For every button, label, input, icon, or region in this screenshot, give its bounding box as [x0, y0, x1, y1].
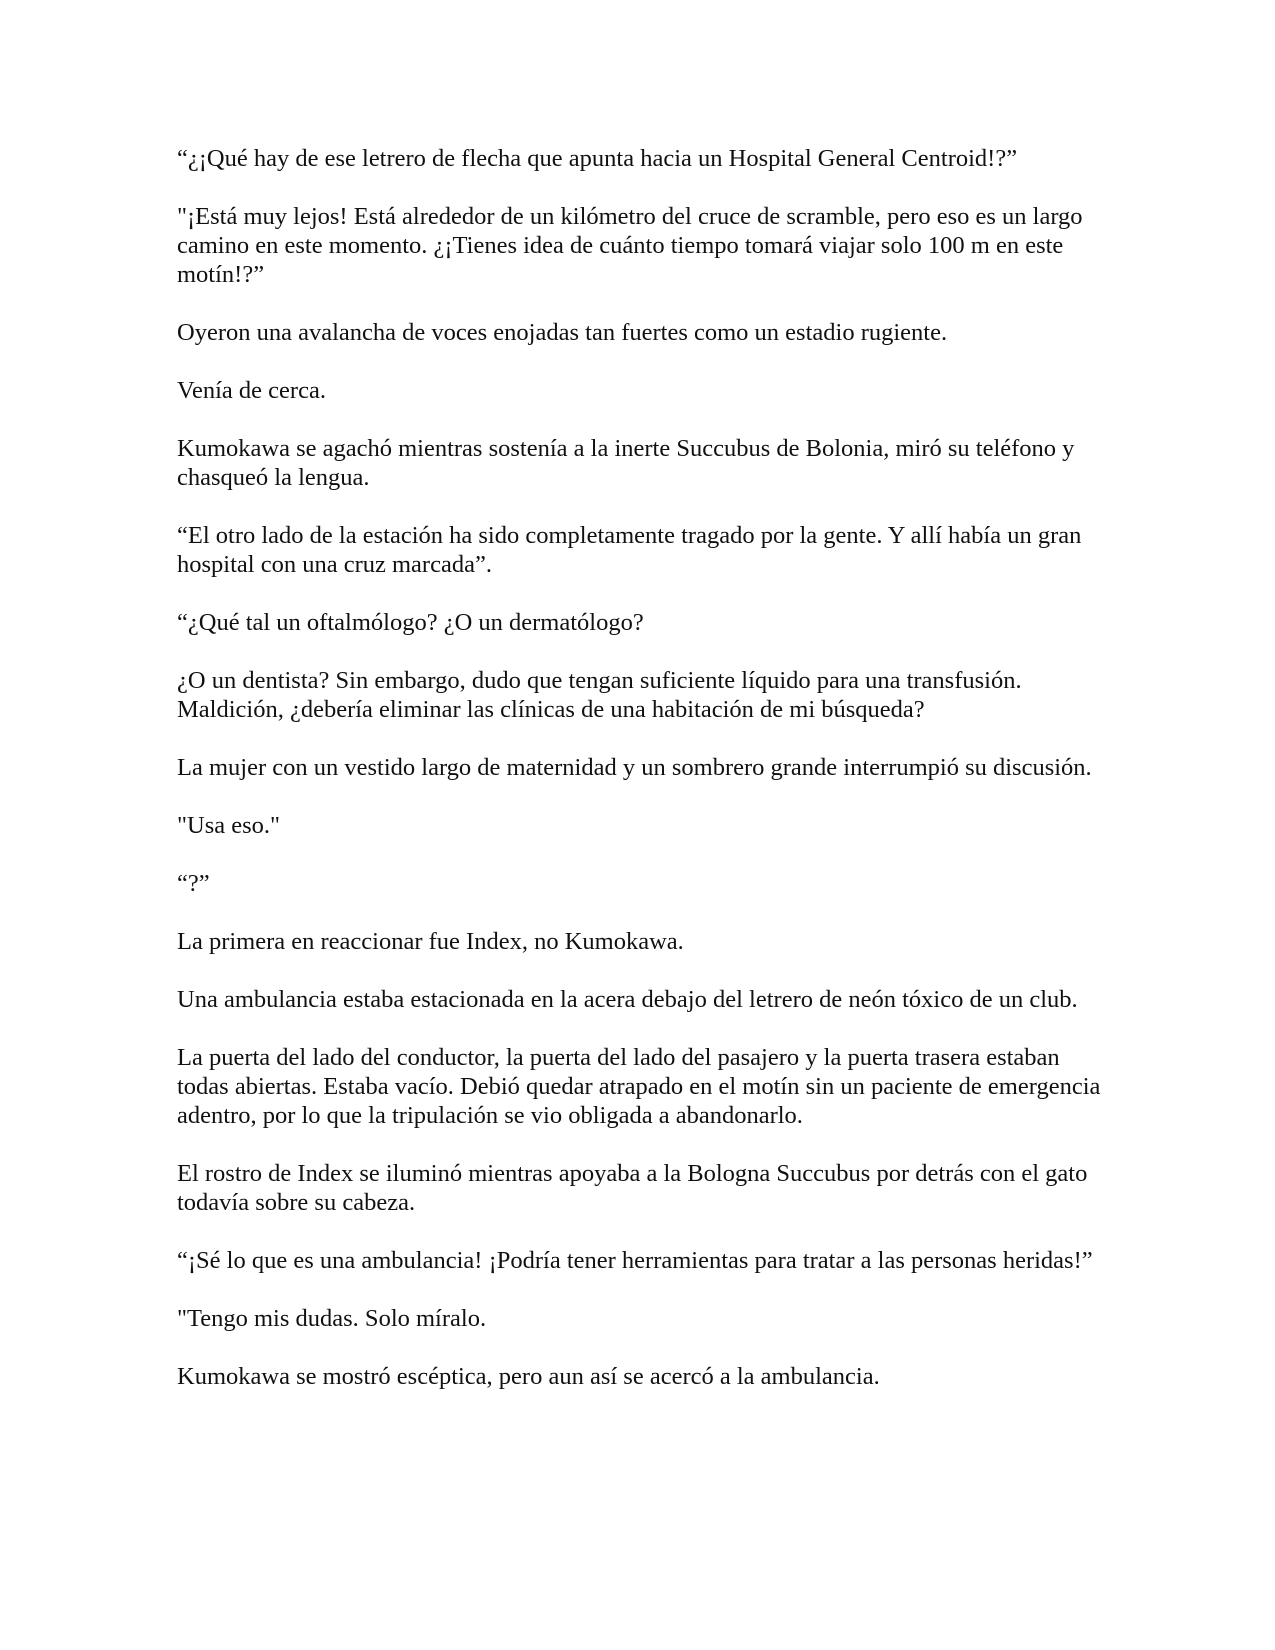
- paragraph: La primera en reaccionar fue Index, no Kumokawa.: [177, 928, 684, 955]
- paragraph: ¿O un dentista? Sin embargo, dudo que tengan suficiente líquido para una transfusión. Maldición, ¿debería eliminar las clínicas de una habitación de mi búsqueda?: [177, 667, 1022, 723]
- paragraph: "Tengo mis dudas. Solo míralo.: [177, 1305, 487, 1332]
- paragraph: “El otro lado de la estación ha sido completamente tragado por la gente. Y allí había un gran hospital con una cruz marcada”.: [177, 522, 1082, 578]
- paragraph: "Usa eso.": [177, 812, 281, 839]
- document-body: [177, 144, 1107, 1420]
- paragraph: Una ambulancia estaba estacionada en la acera debajo del letrero de neón tóxico de un club.: [177, 986, 1078, 1013]
- paragraph: Kumokawa se mostró escéptica, pero aun así se acercó a la ambulancia.: [177, 1363, 880, 1390]
- paragraph: La mujer con un vestido largo de maternidad y un sombrero grande interrumpió su discusión.: [177, 754, 1092, 781]
- paragraph: “¿¡Qué hay de ese letrero de flecha que apunta hacia un Hospital General Centroid!?”: [177, 145, 1018, 172]
- paragraph: “¡Sé lo que es una ambulancia! ¡Podría tener herramientas para tratar a las personas heridas!”: [177, 1247, 1093, 1274]
- paragraph: “?”: [177, 870, 210, 897]
- paragraph: “¿Qué tal un oftalmólogo? ¿O un dermatólogo?: [177, 609, 644, 636]
- paragraph: Venía de cerca.: [177, 377, 326, 404]
- paragraph: El rostro de Index se iluminó mientras apoyaba a la Bologna Succubus por detrás con el gato todavía sobre su cabeza.: [177, 1160, 1088, 1216]
- paragraph: Kumokawa se agachó mientras sostenía a la inerte Succubus de Bolonia, miró su teléfono y chasqueó la lengua.: [177, 435, 1075, 491]
- paragraph: Oyeron una avalancha de voces enojadas tan fuertes como un estadio rugiente.: [177, 319, 948, 346]
- paragraph: "¡Está muy lejos! Está alrededor de un kilómetro del cruce de scramble, pero eso es un largo camino en este momento. ¿¡Tienes idea de cuánto tiempo tomará viajar solo 100 m en este motín!?”: [177, 203, 1083, 288]
- paragraph: La puerta del lado del conductor, la puerta del lado del pasajero y la puerta trasera estaban todas abiertas. Estaba vacío. Debió quedar atrapado en el motín sin un paciente de emergencia adentro, por lo que la tripulación se vio obligada a abandonarlo.: [177, 1044, 1101, 1129]
